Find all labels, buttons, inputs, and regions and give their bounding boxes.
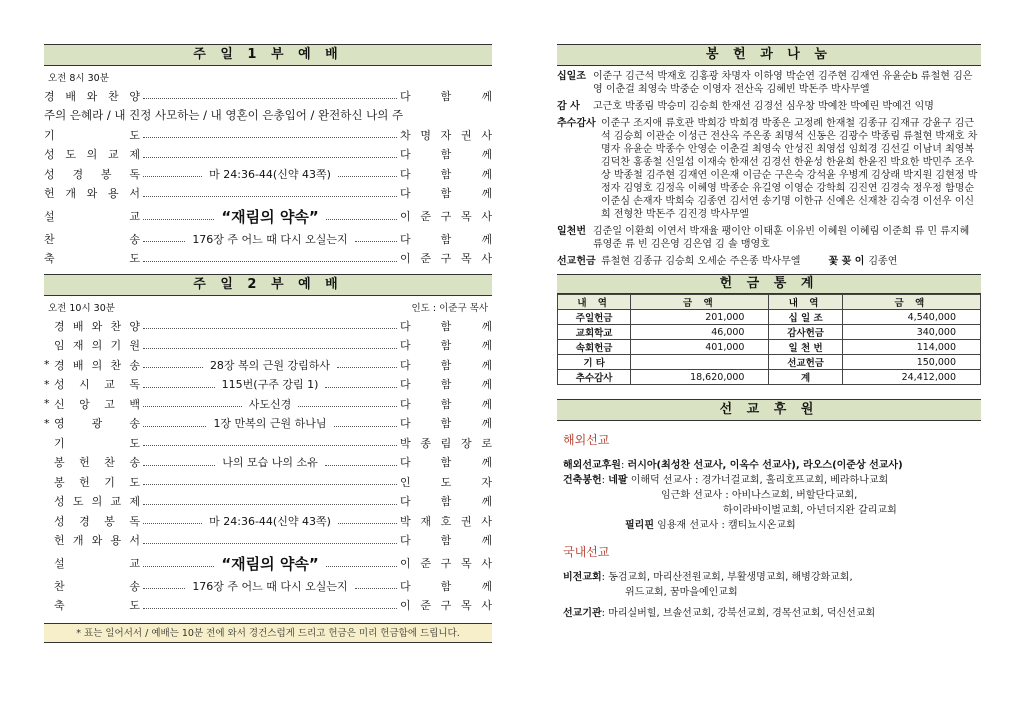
leader-dots <box>355 588 397 589</box>
cash-title: 헌 금 통 계 <box>557 274 981 294</box>
service-item-leader: 다 함 께 <box>400 358 492 372</box>
service-item-leader: 다 함 께 <box>400 417 492 431</box>
leader-dots <box>143 367 203 368</box>
service-item-label: 성 도 의 교 제 <box>54 495 140 509</box>
leader-dots <box>143 196 397 197</box>
service-item-row <box>44 336 492 356</box>
leader-dots <box>337 367 397 368</box>
cash-row <box>558 355 981 370</box>
cash-row <box>558 370 981 385</box>
cash-item-name: 십 일 조 <box>769 310 842 325</box>
leader-dots <box>325 387 397 388</box>
leader-dots <box>143 261 397 262</box>
service-item-leader: 이 준 구 목 사 <box>400 599 492 613</box>
cash-item-name: 교회학교 <box>558 325 631 340</box>
offering-group-names: 고근호 박종림 박승미 김승희 한재선 김경선 심우창 박예찬 박예린 박예건 익명 <box>593 101 934 112</box>
cash-item-name: 추수감사 <box>558 370 631 385</box>
service-item-leader: 다 함 께 <box>400 397 492 411</box>
cash-item-name: 일 천 번 <box>769 340 842 355</box>
cash-amount <box>631 355 769 370</box>
leader-dots <box>143 219 214 220</box>
cash-col-header: 내 역 <box>558 295 631 310</box>
leader-dots <box>334 426 397 427</box>
leader-dots <box>326 566 397 567</box>
offering-group <box>557 117 981 221</box>
overseas-section: 해외선교후원: 러시아(최성찬 선교사, 이옥수 선교사), 라오스(이준상 선교사) 건축봉헌: 네팔 이해덕 선교사 : 경가너걸교회, 홀리호프교회, 베라하나교회 임근화 선교사 : 아비나스교회, 버할단다교회, 하이라바이벌교회, 아넌더지완 갈리교회 필리핀 임용재 선교사 : 캠티뇨시온교회 <box>563 458 981 533</box>
service-item-leader: 차 명 자 권 사 <box>400 128 492 142</box>
service-item-leader: 이 준 구 목 사 <box>400 557 492 570</box>
service-item-leader: 다 함 께 <box>400 232 492 246</box>
service-item-detail: 사도신경 <box>248 397 292 411</box>
building-line1: 이해덕 선교사 : 경가너걸교회, 홀리호프교회, 베라하나교회 <box>630 475 889 486</box>
cash-amount: 114,000 <box>842 340 980 355</box>
service-item-label: 봉 헌 찬 송 <box>54 456 140 470</box>
offering-group-key: 십일조 <box>557 71 586 82</box>
building-line3: 하이라바이벌교회, 아넌더지완 갈리교회 <box>723 505 897 516</box>
cash-amount: 340,000 <box>842 325 980 340</box>
service-item-row <box>44 511 492 531</box>
service-item-row <box>44 576 492 596</box>
order-of-worship <box>44 44 492 643</box>
service-item-leader: 다 함 께 <box>400 378 492 392</box>
service-item-row <box>44 596 492 616</box>
service-item-row <box>44 414 492 434</box>
service-item-label: 설 교 <box>44 210 140 223</box>
building-key: 건축봉헌 <box>563 475 602 486</box>
overseas-support-key: 해외선교후원 <box>563 460 621 471</box>
offering-groups <box>557 70 981 268</box>
leader-dots <box>143 426 206 427</box>
building-line2: 임근화 선교사 : 아비나스교회, 버할단다교회, <box>661 490 858 501</box>
service-item-label: 임 재 의 기 원 <box>54 339 140 353</box>
service-item-leader: 박 재 호 권 사 <box>400 514 492 528</box>
leader-dots <box>143 328 397 329</box>
overseas-support-value: 러시아(최성찬 선교사, 이옥수 선교사), 라오스(이준상 선교사) <box>627 460 903 471</box>
offering-group <box>557 100 981 113</box>
cash-amount: 46,000 <box>631 325 769 340</box>
service-item-row <box>44 164 492 184</box>
building-country: 네팔 <box>608 475 628 486</box>
service-item-label: 경 배 와 찬 양 <box>54 319 140 333</box>
service2-rows <box>44 316 492 615</box>
service-item-detail: 마 24:36-44(신약 43쪽) <box>209 514 331 528</box>
leader-dots <box>143 98 397 99</box>
cash-item-name: 감사헌금 <box>769 325 842 340</box>
mission-title: 선 교 후 원 <box>557 399 981 421</box>
offering-and-mission <box>557 44 981 621</box>
service-item-label: 축 도 <box>44 252 140 266</box>
service-item-row <box>44 355 492 375</box>
cash-item-name: 선교헌금 <box>769 355 842 370</box>
vision-key: 비전교회 <box>563 572 602 583</box>
cash-col-header: 금 액 <box>842 295 980 310</box>
service-item-label: 성 경 봉 독 <box>54 514 140 528</box>
service-item-detail: 마 24:36-44(신약 43쪽) <box>209 167 331 181</box>
service-item-row <box>44 203 492 229</box>
worship-song-list: 주의 은혜라 / 내 진정 사모하는 / 내 영혼이 은총입어 / 완전하신 나의 주 <box>44 108 404 123</box>
service-item-detail: 나의 모습 나의 소유 <box>222 456 318 470</box>
offering-group <box>557 70 981 96</box>
leader-dots <box>143 445 397 446</box>
standing-marker: * <box>44 397 50 411</box>
cash-item-name: 계 <box>769 370 842 385</box>
service-item-row <box>44 472 492 492</box>
service1-rows <box>44 86 492 268</box>
standing-marker: * <box>44 377 50 391</box>
service-item-row <box>44 531 492 551</box>
service-item-leader: 다 함 께 <box>400 579 492 593</box>
service-item-label: 축 도 <box>54 599 140 613</box>
overseas-heading: 해외선교 <box>563 433 610 447</box>
philippines-value: 임용재 선교사 : 캠티뇨시온교회 <box>657 520 796 531</box>
leader-dots <box>143 566 214 567</box>
service2-time: 오전 10시 30분 <box>48 303 115 314</box>
org-value: 마리실버힐, 브솔선교회, 강북선교회, 경목선교회, 덕신선교회 <box>608 608 876 619</box>
service-item-row <box>44 433 492 453</box>
leader-dots <box>143 176 202 177</box>
service-item-label: 경 배 의 찬 송 <box>54 358 140 372</box>
leader-dots <box>143 484 397 485</box>
service1-time: 오전 8시 30분 <box>48 73 109 84</box>
service-item-leader: 다 함 께 <box>400 319 492 333</box>
offering-group-key: 추수감사 <box>557 118 596 129</box>
leader-dots <box>298 406 397 407</box>
offering-group-key: 감 사 <box>557 101 580 112</box>
service-item-detail: 176장 주 어느 때 다시 오실는지 <box>192 232 348 246</box>
cash-item-name: 주일헌금 <box>558 310 631 325</box>
service-item-detail: “재림의 약속” <box>221 554 319 573</box>
leader-dots <box>338 176 397 177</box>
service-item-label: 영 광 송 <box>54 417 140 431</box>
leader-dots <box>143 543 397 544</box>
cash-row <box>558 325 981 340</box>
cash-table <box>557 294 981 385</box>
service2-leader: 인도 : 이준구 목사 <box>411 303 488 314</box>
service1-title: 주 일 1 부 예 배 <box>44 44 492 66</box>
service-item-row <box>44 249 492 269</box>
offering-group-key: 일천번 <box>557 226 586 237</box>
leader-dots <box>143 406 242 407</box>
philippines-key: 필리핀 <box>625 520 654 531</box>
leader-dots <box>338 523 397 524</box>
service-item-leader: 다 함 께 <box>400 89 492 103</box>
service-item-leader: 다 함 께 <box>400 339 492 353</box>
offering-group-names: 이준구 조지애 류호관 박희강 박희경 박종은 고정례 한재철 김종규 김재규 강윤구 김근석 김승희 이관순 이성근 전산옥 주은종 최명석 신동은 김광수 박종림 류철현 박재호 차명자 유윤순 박종수 안영순 이춘걸 최영숙 안성진 최영섭 임희경 김선길 이남녀 최영복 김덕찬 홍종철 신일섭 이재숙 한재선 김경선 한윤성 한윤희 한윤진 박요한 박민주 조우상 박종철 김주현 김재연 이은재 이금순 구은숙 강석윤 우병계 김상래 박지원 김현정 박정자 김영호 김정옥 이혜영 박종순 유길영 이영순 강학희 김진연 김경숙 정우정 함명순 이준심 손재자 박희숙 김종연 김서연 송기명 이한규 신예은 신재찬 김숙경 이선우 이신희 전형찬 박돈주 김진경 박사무엘 <box>601 118 978 220</box>
cash-amount: 24,412,000 <box>842 370 980 385</box>
offering-group-key: 선교헌금 <box>557 256 596 267</box>
service-item-leader: 박 종 림 장 로 <box>400 436 492 450</box>
service-item-row <box>44 453 492 473</box>
service-item-row <box>44 86 492 106</box>
service-item-label: 신 앙 고 백 <box>54 397 140 411</box>
leader-dots <box>143 348 397 349</box>
service-item-leader: 다 함 께 <box>400 534 492 548</box>
service-item-leader: 다 함 께 <box>400 187 492 201</box>
leader-dots <box>143 588 185 589</box>
cash-amount: 150,000 <box>842 355 980 370</box>
standing-marker: * <box>44 416 50 430</box>
leader-dots <box>355 241 397 242</box>
cash-col-header: 내 역 <box>769 295 842 310</box>
flower-name: 김종연 <box>868 256 898 267</box>
service-item-label: 헌 개 와 용 서 <box>54 534 140 548</box>
leader-dots <box>143 523 202 524</box>
service-item-leader: 다 함 께 <box>400 456 492 470</box>
service-item-detail: “재림의 약속” <box>221 207 319 226</box>
service-item-row <box>44 184 492 204</box>
service-item-leader: 다 함 께 <box>400 495 492 509</box>
org-key: 선교기관 <box>563 608 602 619</box>
service2-meta <box>48 300 488 314</box>
vision-line1: 동검교회, 마리산전원교회, 부활생명교회, 해병강화교회, <box>608 572 853 583</box>
cash-row <box>558 310 981 325</box>
service-item-leader: 다 함 께 <box>400 148 492 162</box>
service-item-detail: 1장 만복의 근원 하나님 <box>213 417 327 431</box>
service-item-leader: 이 준 구 목 사 <box>400 210 492 223</box>
cash-amount: 401,000 <box>631 340 769 355</box>
cash-amount: 201,000 <box>631 310 769 325</box>
service-item-row <box>44 492 492 512</box>
cash-col-header: 금 액 <box>631 295 769 310</box>
service-item-label: 설 교 <box>54 557 140 570</box>
standing-marker: * <box>44 358 50 372</box>
leader-dots <box>143 157 397 158</box>
offering-group-names: 류철현 김종규 김승희 오세순 주은종 박사무엘 <box>601 256 801 267</box>
service-item-row <box>44 375 492 395</box>
service-item-label: 헌 개 와 용 서 <box>44 187 140 201</box>
service-item-leader: 다 함 께 <box>400 167 492 181</box>
offering-group-names: 김준일 이환희 이연서 박재율 팽이안 이태훈 이유빈 이혜원 이혜림 이준희 류 민 류지혜 류영준 류 빈 김은영 김은엽 김 솔 맹영호 <box>593 226 970 250</box>
service-item-label: 봉 헌 기 도 <box>54 475 140 489</box>
service-item-leader: 이 준 구 목 사 <box>400 252 492 266</box>
offering-title: 봉 헌 과 나 눔 <box>557 44 981 66</box>
cash-table-header <box>558 295 981 310</box>
service-item-row <box>44 316 492 336</box>
service-item-row <box>44 229 492 249</box>
service-item-label: 성 도 의 교 제 <box>44 148 140 162</box>
service-item-detail: 176장 주 어느 때 다시 오실는지 <box>192 579 348 593</box>
cash-row <box>558 340 981 355</box>
service2-title: 주 일 2 부 예 배 <box>44 274 492 296</box>
service-item-label: 찬 송 <box>44 232 140 246</box>
leader-dots <box>326 219 397 220</box>
domestic-section: 비전교회: 동검교회, 마리산전원교회, 부활생명교회, 해병강화교회, 위드교회, 꿈마을예인교회 선교기관: 마리실버힐, 브솔선교회, 강북선교회, 경목선교회, 덕신선교회 <box>563 570 981 621</box>
leader-dots <box>143 387 215 388</box>
flower-label: 꽃 꽂 이 <box>828 256 865 267</box>
offering-group-names: 이준구 김근석 박재호 김홍광 차명자 이하영 박순연 김주현 김재연 유윤순b 류철현 김은영 이춘걸 최영숙 박중순 이영자 전산옥 김혜빈 박돈주 박사무엘 <box>593 71 973 95</box>
cash-item-name: 기 타 <box>558 355 631 370</box>
leader-dots <box>143 465 215 466</box>
service-item-row <box>44 145 492 165</box>
service-item-row <box>44 125 492 145</box>
leader-dots <box>325 465 397 466</box>
leader-dots <box>143 608 397 609</box>
leader-dots <box>143 241 185 242</box>
offering-group <box>557 225 981 251</box>
service-item-detail: 115번(구주 강림 1) <box>221 378 319 392</box>
service-item-detail: 28장 복의 근원 강림하사 <box>209 358 331 372</box>
service-item-label: 기 도 <box>44 128 140 142</box>
cash-amount: 4,540,000 <box>842 310 980 325</box>
cash-item-name: 속회헌금 <box>558 340 631 355</box>
service-item-label: 경 배 와 찬 양 <box>44 89 140 103</box>
cash-amount: 18,620,000 <box>631 370 769 385</box>
service-item-row <box>44 550 492 576</box>
service-item-label: 성 시 교 독 <box>54 378 140 392</box>
service-item-label: 성 경 봉 독 <box>44 167 140 181</box>
service2-note: * 표는 일어서서 / 예배는 10분 전에 와서 경건스럽게 드리고 헌금은 미리 헌금함에 드립니다. <box>44 623 492 643</box>
leader-dots <box>143 504 397 505</box>
service-item-label: 찬 송 <box>54 579 140 593</box>
service-item-leader: 인 도 자 <box>400 475 492 489</box>
offering-group <box>557 255 981 268</box>
service-item-row <box>44 394 492 414</box>
domestic-heading: 국내선교 <box>563 545 610 559</box>
vision-line2: 위드교회, 꿈마을예인교회 <box>625 587 738 598</box>
service-item-label: 기 도 <box>54 436 140 450</box>
leader-dots <box>143 137 397 138</box>
